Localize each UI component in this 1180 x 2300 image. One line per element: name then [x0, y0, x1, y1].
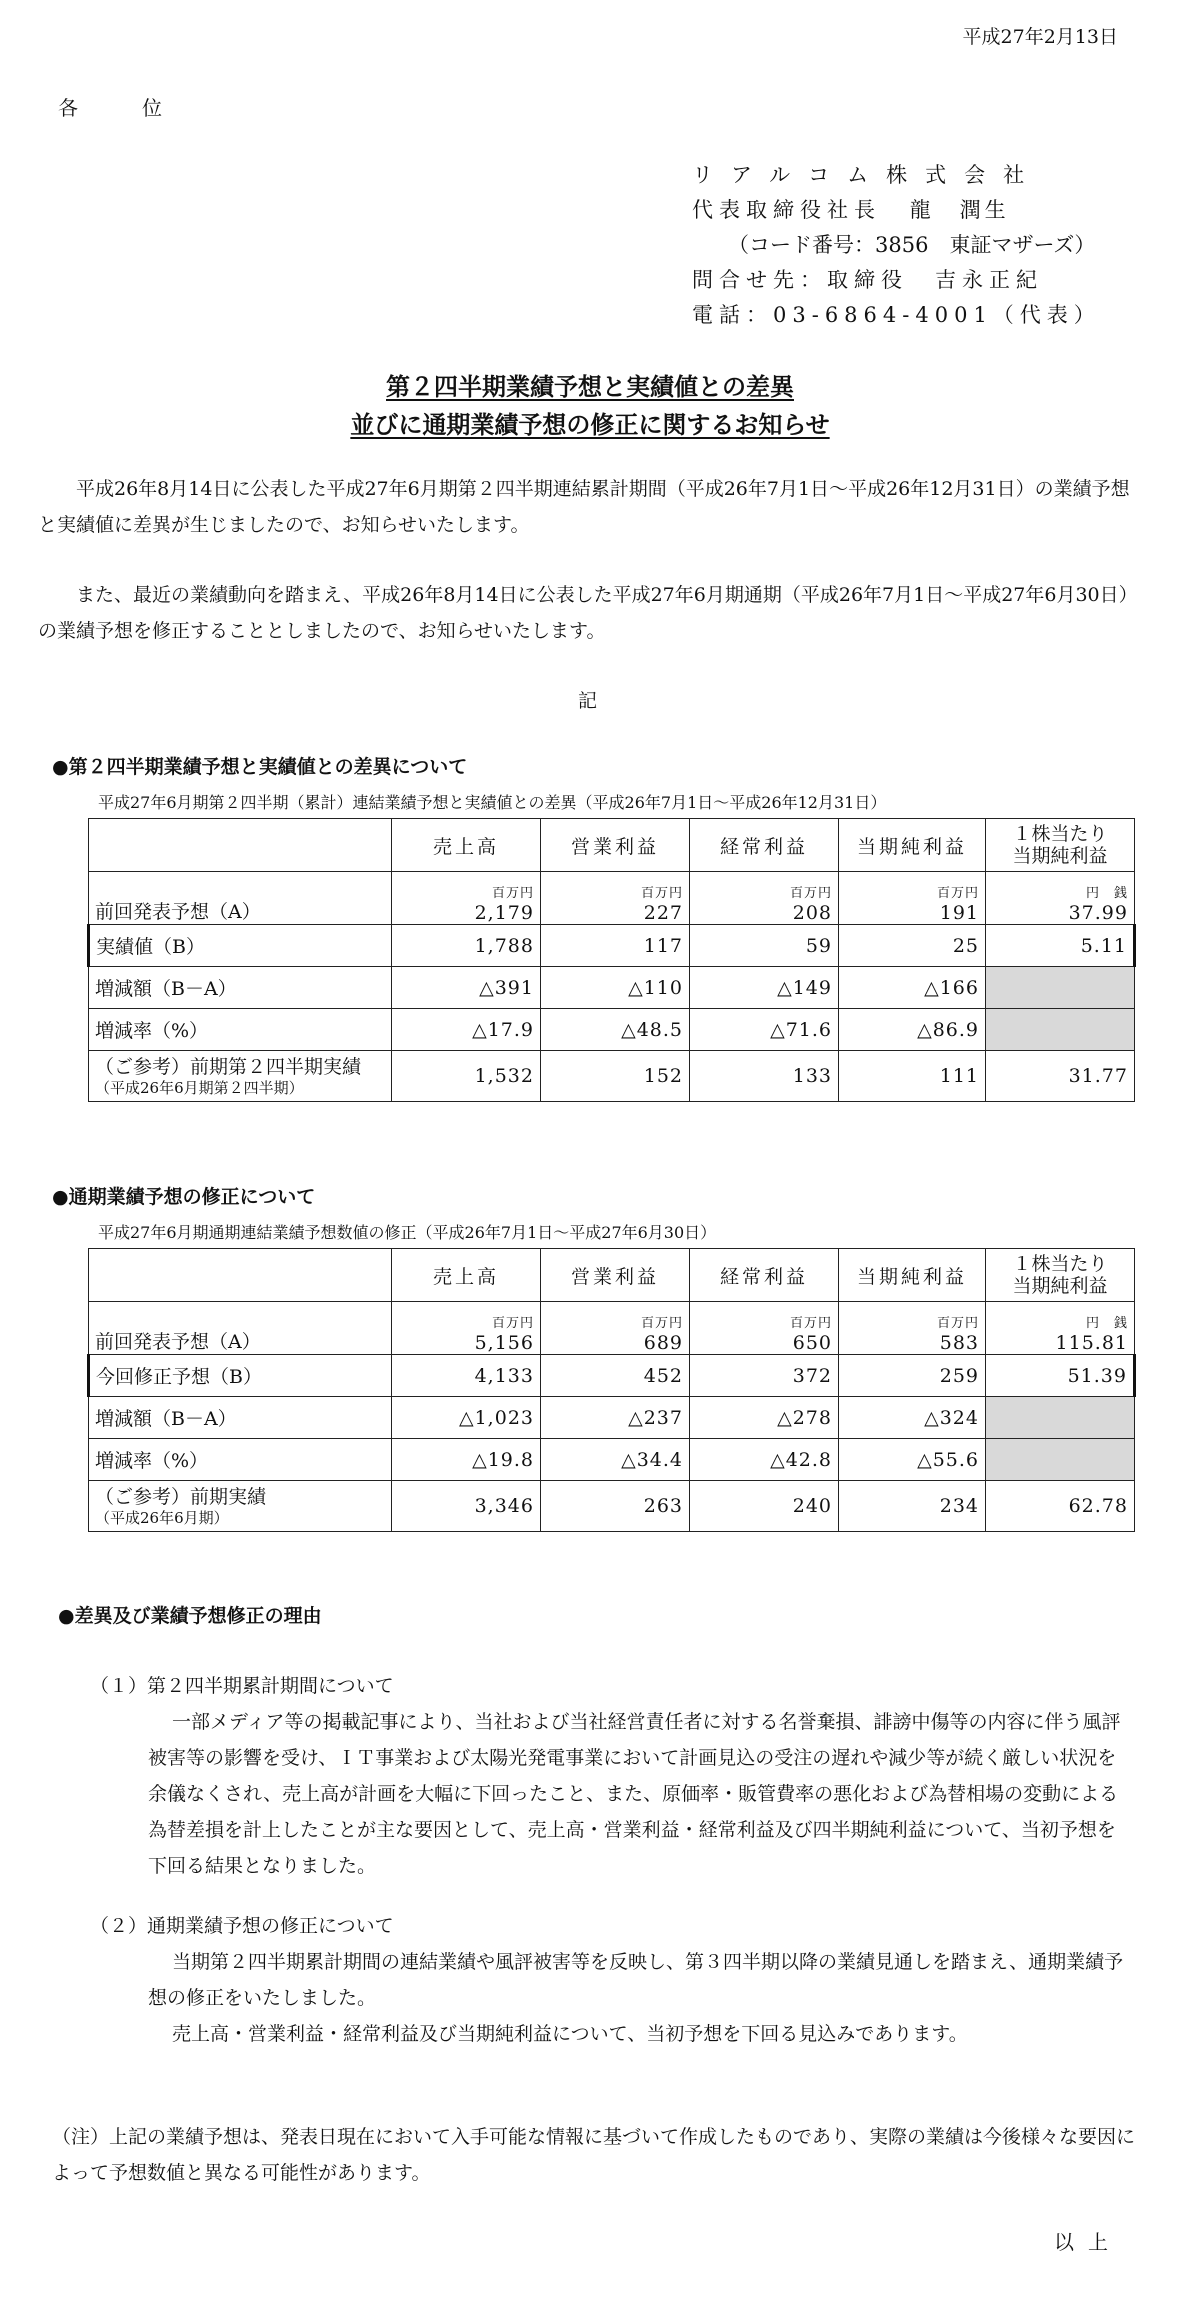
representative — [692, 193, 1101, 228]
cell-eps-empty — [986, 1009, 1135, 1051]
unit-label: 百万円 — [789, 886, 832, 901]
section2-heading: ●通期業績予想の修正について — [52, 1186, 316, 1208]
value: 2,179 — [474, 902, 534, 924]
row-label: 今回修正予想（B） — [89, 1355, 392, 1397]
unit-label: 百万円 — [789, 1316, 832, 1331]
header-ordinary: 経常利益 — [690, 1249, 839, 1302]
section2-caption: 平成27年6月期通期連結業績予想数値の修正（平成26年7月1日〜平成27年6月30日） — [98, 1223, 717, 1242]
header-blank — [89, 1249, 392, 1302]
unit-label: 百万円 — [936, 1316, 979, 1331]
table-header-row — [89, 819, 1135, 872]
row-label: 増減額（B－A） — [89, 1397, 392, 1439]
header-operating: 営業利益 — [541, 819, 690, 872]
value: 115.81 — [1055, 1332, 1128, 1354]
header-eps-line2: 当期純利益 — [1012, 845, 1108, 867]
value: 689 — [643, 1332, 683, 1354]
cell-eps: 51.39 — [986, 1355, 1135, 1397]
cell-net — [839, 872, 986, 925]
cell-eps-empty — [986, 967, 1135, 1009]
value: 227 — [643, 902, 683, 924]
cell-net: 25 — [839, 925, 986, 967]
unit-label: 円 銭 — [1085, 886, 1128, 901]
cell-operating: △110 — [541, 967, 690, 1009]
header-blank — [89, 819, 392, 872]
cell-ordinary: 372 — [690, 1355, 839, 1397]
disclaimer-note: （注）上記の業績予想は、発表日現在において入手可能な情報に基づいて作成したものであり、実際の業績は今後様々な要因によって予想数値と異なる可能性があります。 — [52, 2126, 1136, 2184]
header-ordinary: 経常利益 — [690, 819, 839, 872]
cell-ordinary: △42.8 — [690, 1439, 839, 1481]
cell-ordinary: 59 — [690, 925, 839, 967]
cell-sales — [392, 1302, 541, 1355]
cell-sales — [392, 872, 541, 925]
cell-net: △324 — [839, 1397, 986, 1439]
cell-sales: △391 — [392, 967, 541, 1009]
header-eps — [986, 1249, 1135, 1302]
table-row-forecast — [89, 1302, 1135, 1355]
cell-operating: 152 — [541, 1051, 690, 1102]
reason-item2-title: （２）通期業績予想の修正について — [90, 1915, 394, 1937]
cell-operating: △34.4 — [541, 1439, 690, 1481]
table-header-row — [89, 1249, 1135, 1302]
cell-operating: 452 — [541, 1355, 690, 1397]
cell-ordinary: 240 — [690, 1481, 839, 1532]
cell-sales: △19.8 — [392, 1439, 541, 1481]
header-eps-line1: １株当たり — [1012, 1253, 1108, 1275]
document-date: 平成27年2月13日 — [962, 26, 1118, 48]
cell-eps-empty — [986, 1439, 1135, 1481]
reasons-heading: ●差異及び業績予想修正の理由 — [58, 1605, 322, 1627]
value: 37.99 — [1068, 902, 1128, 924]
cell-operating: 263 — [541, 1481, 690, 1532]
row-label: 増減額（B－A） — [89, 967, 392, 1009]
value: 5,156 — [474, 1332, 534, 1354]
closing-mark: 以上 — [1054, 2230, 1122, 2254]
document-title — [0, 368, 1180, 444]
unit-label: 百万円 — [936, 886, 979, 901]
ki-marker: 記 — [578, 690, 598, 712]
cell-operating: 117 — [541, 925, 690, 967]
table-row-revised — [89, 1355, 1135, 1397]
reason-item1-body: 一部メディア等の掲載記事により、当社および当社経営責任者に対する名誉棄損、誹謗中傷等の内容に伴う風評被害等の影響を受け、ＩＴ事業および太陽光発電事業において計画見込の受注の遅れや減少等が続く厳しい状況を余儀なくされ、売上高が計画を大幅に下回ったこと、また、原価率・販管費率の悪化および為替相場の変動による為替差損を計上したことが主な要因として、売上高・営業利益・経常利益及び四半期純利益について、当初予想を下回る結果となりました。 — [148, 1711, 1121, 1877]
representative-name: 龍 潤生 — [909, 198, 1010, 222]
table-row-diff — [89, 1397, 1135, 1439]
intro-paragraph-2: また、最近の業績動向を踏まえ、平成26年8月14日に公表した平成27年6月期通期（平成26年7月1日〜平成27年6月30日）の業績予想を修正することとしましたので、お知らせいたします。 — [38, 584, 1138, 642]
table-row-diff — [89, 967, 1135, 1009]
cell-sales: 4,133 — [392, 1355, 541, 1397]
cell-sales: △1,023 — [392, 1397, 541, 1439]
header-operating: 営業利益 — [541, 1249, 690, 1302]
q2-difference-table — [87, 818, 1136, 1102]
row-label: 前回発表予想（A） — [89, 872, 392, 925]
unit-label: 百万円 — [640, 886, 683, 901]
cell-ordinary — [690, 872, 839, 925]
row-label-sub: （平成26年6月期第２四半期） — [95, 1079, 304, 1097]
row-label — [89, 1051, 392, 1102]
header-eps-line2: 当期純利益 — [1012, 1275, 1108, 1297]
unit-label: 百万円 — [491, 1316, 534, 1331]
unit-label: 百万円 — [491, 886, 534, 901]
table-row-actual — [89, 925, 1135, 967]
header-sales: 売上高 — [392, 1249, 541, 1302]
value: 583 — [939, 1332, 979, 1354]
cell-sales: 1,788 — [392, 925, 541, 967]
recipient: 各 位 — [58, 96, 184, 120]
cell-eps — [986, 1302, 1135, 1355]
cell-ordinary: △149 — [690, 967, 839, 1009]
table-row-reference — [89, 1051, 1135, 1102]
fullyear-revision-table — [87, 1248, 1136, 1532]
title-line-2: 並びに通期業績予想の修正に関するお知らせ — [350, 410, 830, 439]
header-net: 当期純利益 — [839, 1249, 986, 1302]
cell-eps: 31.77 — [986, 1051, 1135, 1102]
header-sales: 売上高 — [392, 819, 541, 872]
row-label — [89, 1481, 392, 1532]
table-row-reference — [89, 1481, 1135, 1532]
row-label-main: （ご参考）前期第２四半期実績 — [95, 1056, 362, 1078]
header-net: 当期純利益 — [839, 819, 986, 872]
cell-ordinary: △278 — [690, 1397, 839, 1439]
reason-item1-title: （１）第２四半期累計期間について — [90, 1675, 394, 1697]
cell-net: 111 — [839, 1051, 986, 1102]
table-row-rate — [89, 1009, 1135, 1051]
cell-sales: 1,532 — [392, 1051, 541, 1102]
cell-net: △166 — [839, 967, 986, 1009]
cell-eps: 62.78 — [986, 1481, 1135, 1532]
reason-item2-body1: 当期第２四半期累計期間の連結業績や風評被害等を反映し、第３四半期以降の業績見通しを踏まえ、通期業績予想の修正をいたしました。 — [148, 1951, 1124, 2009]
cell-net: △86.9 — [839, 1009, 986, 1051]
value: 191 — [939, 902, 979, 924]
reason-item2-body2: 売上高・営業利益・経常利益及び当期純利益について、当初予想を下回る見込みであります。 — [172, 2023, 968, 2045]
unit-label: 円 銭 — [1085, 1316, 1128, 1331]
value: 650 — [792, 1332, 832, 1354]
cell-operating: △48.5 — [541, 1009, 690, 1051]
phone: 電話：03-6864-4001（代表） — [692, 303, 1101, 327]
cell-operating — [541, 1302, 690, 1355]
row-label: 増減率（%） — [89, 1009, 392, 1051]
row-label-main: （ご参考）前期実績 — [95, 1486, 267, 1508]
title-line-1: 第２四半期業績予想と実績値との差異 — [386, 372, 794, 401]
company-block — [692, 158, 1101, 333]
cell-ordinary: △71.6 — [690, 1009, 839, 1051]
row-label: 実績値（B） — [89, 925, 392, 967]
row-label-sub: （平成26年6月期） — [95, 1509, 229, 1527]
cell-net: 234 — [839, 1481, 986, 1532]
cell-ordinary: 133 — [690, 1051, 839, 1102]
cell-sales: 3,346 — [392, 1481, 541, 1532]
intro-paragraph-1: 平成26年8月14日に公表した平成27年6月期第２四半期連結累計期間（平成26年7月1日〜平成26年12月31日）の業績予想と実績値に差異が生じましたので、お知らせいたします。 — [38, 478, 1130, 536]
section1-caption: 平成27年6月期第２四半期（累計）連結業績予想と実績値との差異（平成26年7月1日〜平成26年12月31日） — [98, 793, 887, 812]
cell-ordinary — [690, 1302, 839, 1355]
header-eps-line1: １株当たり — [1012, 823, 1108, 845]
cell-net: △55.6 — [839, 1439, 986, 1481]
unit-label: 百万円 — [640, 1316, 683, 1331]
cell-net — [839, 1302, 986, 1355]
table-row-forecast — [89, 872, 1135, 925]
cell-operating: △237 — [541, 1397, 690, 1439]
cell-eps — [986, 872, 1135, 925]
cell-eps-empty — [986, 1397, 1135, 1439]
section1-heading: ●第２四半期業績予想と実績値との差異について — [52, 756, 468, 778]
company-name: リアルコム株式会社 — [692, 163, 1043, 187]
contact: 問合せ先：取締役 吉永正紀 — [692, 268, 1043, 292]
cell-eps: 5.11 — [986, 925, 1135, 967]
header-eps — [986, 819, 1135, 872]
value: 208 — [792, 902, 832, 924]
row-label: 増減率（%） — [89, 1439, 392, 1481]
cell-net: 259 — [839, 1355, 986, 1397]
table-row-rate — [89, 1439, 1135, 1481]
row-label: 前回発表予想（A） — [89, 1302, 392, 1355]
representative-title: 代表取締役社長 — [692, 198, 881, 222]
cell-sales: △17.9 — [392, 1009, 541, 1051]
stock-code: （コード番号：3856 東証マザーズ） — [728, 233, 1096, 257]
cell-operating — [541, 872, 690, 925]
